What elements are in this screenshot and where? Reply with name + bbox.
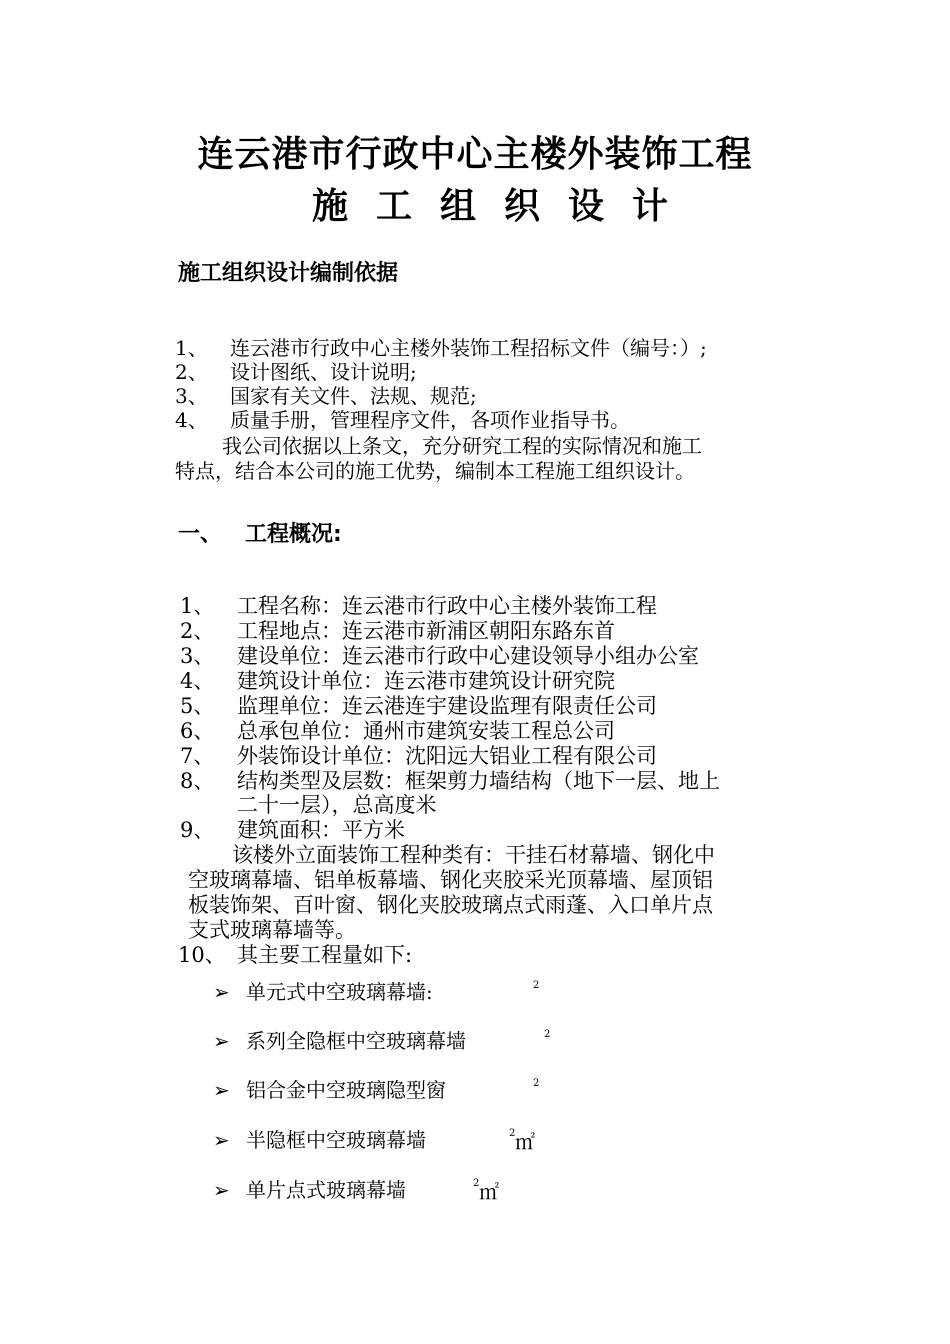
list-number: 2、	[175, 360, 208, 384]
list-item	[180, 694, 820, 718]
section-heading: 工程概况:	[245, 522, 342, 547]
list-number: 5、	[180, 694, 215, 718]
arrow-bullet-icon: ➢	[213, 1128, 230, 1152]
basis-list	[175, 336, 835, 432]
list-item	[180, 719, 820, 743]
arrow-bullet-icon: ➢	[213, 1178, 230, 1202]
document-title: 连云港市行政中心主楼外装饰工程	[197, 134, 753, 175]
list-item	[175, 360, 835, 384]
facade-paragraph-line: 板装饰架、百叶窗、钢化夹胶玻璃点式雨蓬、入口单片点	[188, 893, 713, 917]
list-text: 连云港市行政中心主楼外装饰工程招标文件（编号：）;	[230, 336, 707, 360]
basis-paragraph-line: 特点，结合本公司的施工优势，编制本工程施工组织设计。	[175, 459, 695, 483]
list-number: 1、	[175, 336, 208, 360]
list-text: 外装饰设计单位：沈阳远大铝业工程有限公司	[237, 744, 657, 768]
list-text: 半隐框中空玻璃幕墙	[246, 1128, 426, 1152]
list-item	[213, 1178, 613, 1204]
arrow-bullet-icon: ➢	[213, 1029, 230, 1053]
basis-heading: 施工组织设计编制依据	[178, 261, 399, 286]
list-item	[175, 336, 835, 360]
list-item	[175, 384, 835, 408]
list-number: 4、	[180, 669, 215, 693]
list-item	[213, 1029, 613, 1055]
list-text: 工程地点：连云港市新浦区朝阳东路东首	[237, 619, 615, 643]
list-item-continuation: 二十一层），总高度米	[237, 793, 437, 817]
list-number: 3、	[180, 644, 215, 668]
section-number: 一、	[178, 522, 223, 547]
list-item	[180, 769, 820, 793]
overview-list	[180, 594, 820, 794]
list-item	[213, 980, 613, 1006]
list-text: 铝合金中空玻璃隐型窗	[246, 1078, 446, 1102]
list-text: 质量手册，管理程序文件，各项作业指导书。	[230, 408, 630, 432]
list-text: 国家有关文件、法规、规范;	[230, 384, 477, 408]
list-item	[175, 408, 835, 432]
list-text: 总承包单位：通州市建筑安装工程总公司	[237, 719, 615, 743]
list-text: 建筑面积：平方米	[237, 818, 405, 842]
list-text: 建设单位：连云港市行政中心建设领导小组办公室	[237, 644, 699, 668]
list-item	[180, 619, 820, 643]
list-item	[180, 644, 820, 668]
list-text: 工程名称：连云港市行政中心主楼外装饰工程	[237, 594, 657, 618]
list-item	[180, 744, 820, 768]
list-number: 9、	[180, 818, 215, 842]
basis-paragraph-line: 我公司依据以上条文，充分研究工程的实际情况和施工	[222, 434, 702, 458]
list-text: 系列全隐框中空玻璃幕墙	[246, 1029, 466, 1053]
list-text: 设计图纸、设计说明;	[230, 360, 417, 384]
superscript: 2	[533, 1078, 540, 1089]
facade-paragraph-line: 该楼外立面装饰工程种类有：干挂石材幕墙、钢化中	[232, 843, 715, 867]
list-text: 建筑设计单位：连云港市建筑设计研究院	[237, 669, 615, 693]
list-item	[213, 1128, 613, 1154]
list-number: 4、	[175, 408, 208, 432]
list-text: 单元式中空玻璃幕墙:	[246, 980, 433, 1004]
list-number: 10、	[178, 943, 226, 967]
list-number: 6、	[180, 719, 215, 743]
arrow-bullet-icon: ➢	[213, 980, 230, 1004]
superscript: 2	[473, 1178, 480, 1189]
list-item	[180, 669, 820, 693]
list-number: 7、	[180, 744, 215, 768]
list-item	[180, 594, 820, 618]
list-number: 8、	[180, 769, 215, 793]
superscript: 2	[533, 980, 540, 991]
list-item	[213, 1078, 613, 1104]
list-text: 其主要工程量如下:	[237, 943, 413, 967]
unit-label: ㎡	[515, 1130, 535, 1154]
facade-paragraph-line: 支式玻璃幕墙等。	[188, 918, 356, 942]
list-number: 1、	[180, 594, 215, 618]
facade-paragraph-line: 空玻璃幕墙、铝单板幕墙、钢化夹胶采光顶幕墙、屋顶铝	[188, 868, 713, 892]
quantity-list	[213, 980, 613, 1204]
document-subtitle: 施工组织设计	[312, 186, 697, 227]
list-number: 2、	[180, 619, 215, 643]
list-text: 单片点式玻璃幕墙	[246, 1178, 406, 1202]
list-text: 结构类型及层数：框架剪力墙结构（地下一层、地上	[237, 769, 720, 793]
list-text: 监理单位：连云港连宇建设监理有限责任公司	[237, 694, 657, 718]
superscript: 2	[509, 1128, 516, 1139]
unit-label: ㎡	[479, 1180, 499, 1204]
superscript: 2	[544, 1029, 551, 1040]
list-number: 3、	[175, 384, 208, 408]
arrow-bullet-icon: ➢	[213, 1078, 230, 1102]
